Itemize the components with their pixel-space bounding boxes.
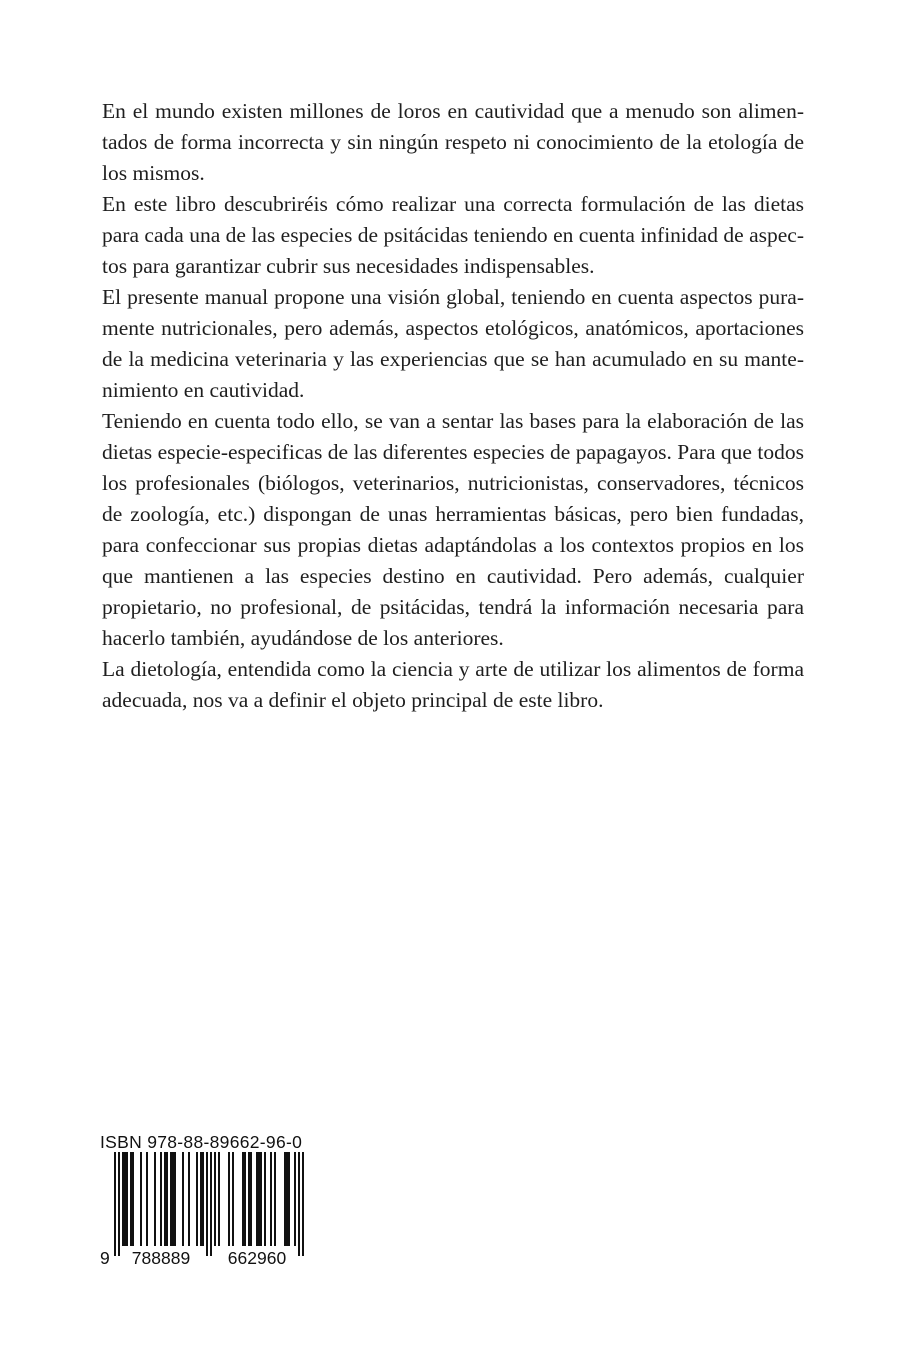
barcode-bar: [122, 1152, 124, 1246]
barcode-bar: [170, 1152, 172, 1246]
back-cover-blurb: [102, 96, 804, 716]
blurb-paragraph: La dietología, entendida como la ciencia y arte de utilizar los alimentos de forma adecuada, nos va a definir el objeto principal de este libro.: [102, 657, 804, 712]
barcode-bar: [258, 1152, 260, 1246]
barcode-bar: [114, 1152, 116, 1256]
blurb-paragraph: En el mundo existen millones de loros en cautividad que a menudo son alimentados de forma incorrecta y sin ningún respeto ni conocimiento de la etología de los mismos.: [102, 99, 804, 185]
barcode-bar: [242, 1152, 244, 1246]
isbn-barcode: [100, 1132, 316, 1268]
barcode-bar: [160, 1152, 162, 1246]
barcode-bar: [210, 1152, 212, 1256]
isbn-label: ISBN 978-88-89662-96-0: [100, 1132, 303, 1152]
barcode-bar: [270, 1152, 272, 1246]
barcode-bar: [288, 1152, 290, 1246]
blurb-paragraph: Teniendo en cuenta todo ello, se van a sentar las bases para la elaboración de las dietas especie-especificas de las diferentes especies de papagayos. Para que todos los profesionales (biólogos, veterinarios, nutricionistas, conservadores, técnicos de zoología, etc.) dispongan de unas herramientas básicas, pero bien fundadas, para confeccionar sus propias dietas adaptándolas a los contextos propios en los que mantienen a las especies destino en cautividad. Pero además, cualquier propietario, no profesional, de psitácidas, tendrá la información necesaria para hacerlo también, ayudándose de los anteriores.: [102, 409, 804, 650]
blurb-paragraph: En este libro descubriréis cómo realizar una correcta formulación de las dietas para cada una de las especies de psitácidas teniendo en cuenta infinidad de aspectos para garantizar cubrir sus necesidades indispensables.: [102, 192, 804, 278]
barcode-bar: [140, 1152, 142, 1246]
barcode-bar: [264, 1152, 266, 1246]
barcode-first-digit: 9: [100, 1248, 110, 1268]
barcode-bar: [124, 1152, 126, 1246]
barcode-right-digits: 662960: [227, 1248, 287, 1268]
barcode-bar: [132, 1152, 134, 1246]
barcode-bar: [244, 1152, 246, 1246]
barcode-bar: [298, 1152, 300, 1256]
barcode-bar: [218, 1152, 220, 1246]
barcode-bar: [214, 1152, 216, 1246]
barcode-bar: [294, 1152, 296, 1246]
barcode-bar: [202, 1152, 204, 1246]
barcode-bar: [174, 1152, 176, 1246]
barcode-bar: [260, 1152, 262, 1246]
barcode-bar: [164, 1152, 166, 1246]
barcode-bars: [114, 1152, 304, 1256]
barcode-bar: [286, 1152, 288, 1246]
barcode-bar: [250, 1152, 252, 1246]
barcode-bar: [146, 1152, 148, 1246]
barcode-bar: [154, 1152, 156, 1246]
barcode-bar: [206, 1152, 208, 1256]
barcode-bar: [232, 1152, 234, 1246]
barcode-bar: [228, 1152, 230, 1246]
barcode-bar: [248, 1152, 250, 1246]
barcode-bar: [182, 1152, 184, 1246]
barcode-bar: [188, 1152, 190, 1246]
barcode-bar: [256, 1152, 258, 1246]
barcode-bar: [130, 1152, 132, 1246]
barcode-bar: [200, 1152, 202, 1246]
barcode-bar: [274, 1152, 276, 1246]
barcode-bar: [166, 1152, 168, 1246]
blurb-paragraph: El presente manual propone una visión global, teniendo en cuenta aspectos puramente nutricionales, pero además, aspectos etológicos, anatómicos, aportaciones de la medicina veterinaria y las experiencias que se han acumulado en su mantenimiento en cautividad.: [102, 285, 804, 402]
barcode-bar: [126, 1152, 128, 1246]
barcode-left-digits: 788889: [131, 1248, 191, 1268]
barcode-graphic: [100, 1152, 316, 1268]
barcode-bar: [302, 1152, 304, 1256]
barcode-bar: [172, 1152, 174, 1246]
barcode-bar: [118, 1152, 120, 1256]
barcode-bar: [196, 1152, 198, 1246]
barcode-bar: [284, 1152, 286, 1246]
